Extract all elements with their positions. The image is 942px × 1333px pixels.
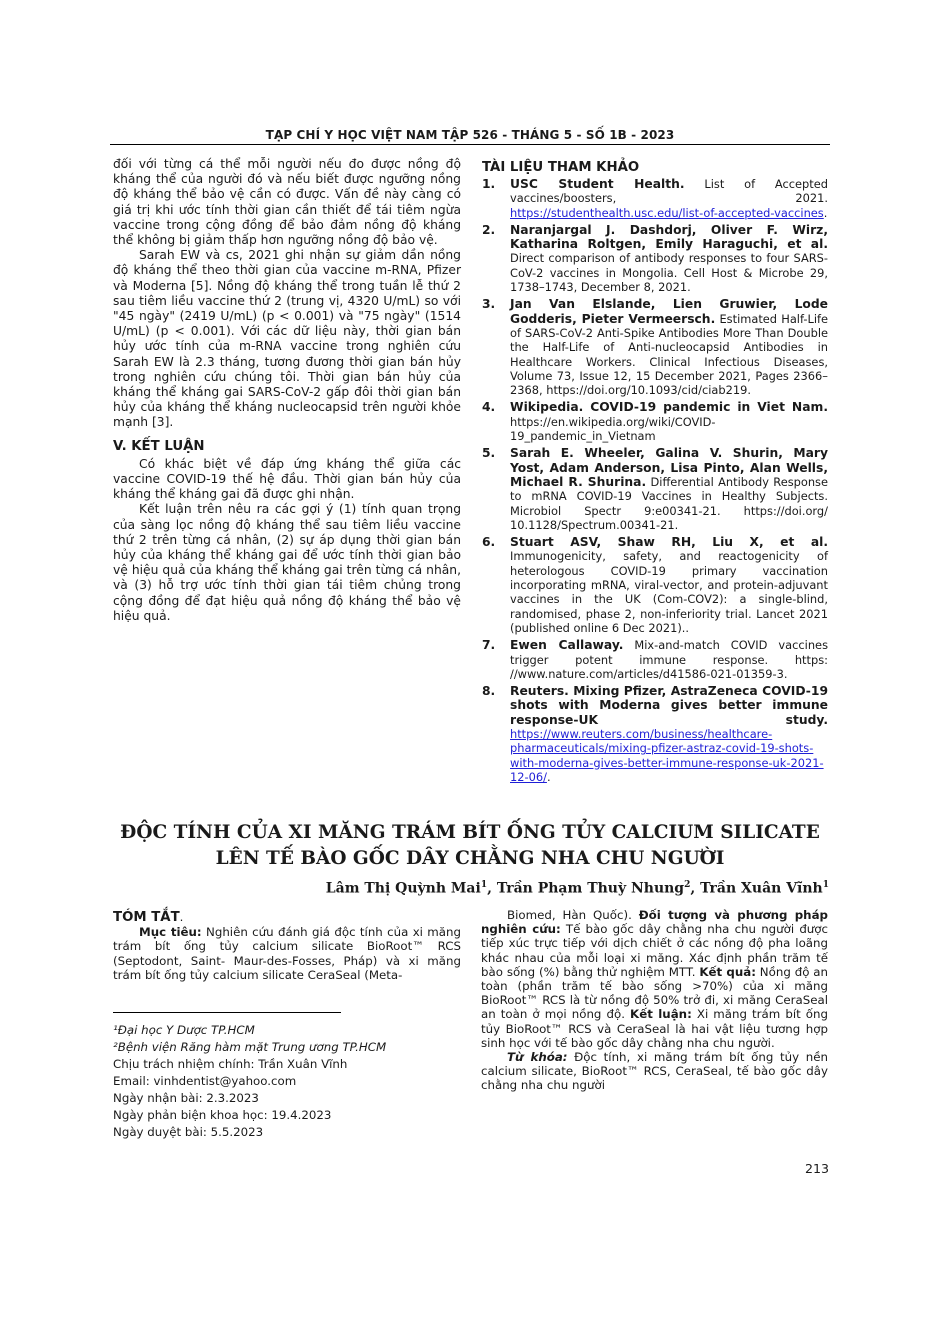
reference-authors: Wikipedia. COVID-19 pandemic in Viet Nam.	[510, 400, 828, 415]
objective-label: Mục tiêu:	[139, 925, 202, 940]
paragraph-2: Sarah EW và cs, 2021 ghi nhận sự giảm dần nồng độ kháng thể theo thời gian của vaccine m-RNA, Pfizer và Moderna [5]. Nồng độ kháng thể trong tuần lễ thứ 2 sau tiêm liều vaccine thứ 2 (trung vị, 4320 U/mL) so với "45 ngày" (2419 U/mL) (p < 0.001) và "75 ngày" (1514 U/mL) (p < 0.001). Với các dữ liệu này, thời gian bán hủy ước tính của m-RNA vaccine trong nghiên cứu Sarah EW là 2.3 tháng, tương đương thời gian bán hủy trong nghiên cứu chúng tôi. Thời gian bán hủy của kháng thể kháng gai SARS-CoV-2 gấp đôi thời gian bán hủy của kháng thể kháng nucleocapsid trên người khỏe mạnh [3].	[113, 248, 461, 430]
author-separator: ,	[690, 880, 701, 897]
journal-header: TẠP CHÍ Y HỌC VIỆT NAM TẬP 526 - THÁNG 5 - SỐ 1B - 2023	[265, 128, 675, 142]
reference-item	[482, 400, 828, 443]
left-column	[113, 157, 461, 624]
reference-text: Mix-and-match COVID vaccines trigger potent immune response. https: //www.nature.com/articles/d41586-021-01359-3.	[510, 638, 829, 681]
references-list	[482, 177, 828, 784]
objective-text: Nghiên cứu đánh giá độc tính của xi măng trám bít ống tủy calcium silicate BioRoot™ RCS (Septodont, Saint- Maur-des-Fosses, Pháp) và xi măng trám bít ống tủy calcium silicate CeraSeal (Meta-	[113, 925, 461, 982]
keywords-label: Từ khóa:	[507, 1050, 568, 1065]
reference-text: Differential Antibody Response to mRNA COVID-19 Vaccines in Healthy Subjects. Microbiol Spectr 9:e00341-21. https://doi.org/ 10.1128/Spectrum.00341-21.	[510, 474, 829, 532]
abstract-objective	[113, 925, 461, 982]
author-affiliation: 1	[822, 880, 829, 890]
date-reviewed: Ngày phản biện khoa học: 19.4.2023	[113, 1108, 332, 1122]
affiliation-2: ²Bệnh viện Răng hàm mặt Trung ương TP.HCM	[113, 1040, 387, 1054]
continuation-text: Biomed, Hàn Quốc).	[507, 908, 639, 922]
reference-end: .	[546, 769, 551, 784]
reference-number: 7.	[482, 638, 496, 653]
keywords-text: Độc tính, xi măng trám bít ống tủy nền calcium silicate, BioRoot™ RCS, CeraSeal, tế bào gốc dây chằng nha chu người	[481, 1050, 828, 1093]
reference-authors: Ewen Callaway.	[510, 638, 624, 653]
results-text: Nồng độ an toàn (phần trăm tế bào sống >70%) của xi măng BioRoot™ RCS là từ nồng độ 50% trở đi, xi măng CeraSeal an toàn ở mọi nồng độ.	[481, 964, 829, 1022]
methods-label: Đối tượng và phương pháp nghiên cứu:	[481, 908, 828, 937]
reference-end: .	[823, 205, 828, 220]
reference-item	[482, 535, 828, 635]
results-label: Kết quả:	[699, 964, 756, 979]
affiliation-1: ¹Đại học Y Dược TP.HCM	[113, 1023, 255, 1037]
references-title: TÀI LIỆU THAM KHẢO	[482, 160, 640, 175]
corresponding-author: Chịu trách nhiệm chính: Trần Xuân Vĩnh	[113, 1057, 348, 1071]
reference-text: https://en.wikipedia.org/wiki/COVID-19_pandemic_in_Vietnam	[510, 414, 716, 444]
author-name: Trần Phạm Thuỳ Nhung	[496, 880, 685, 897]
reference-authors: Naranjargal J. Dashdorj, Oliver F. Wirz, Katharina Roltgen, Emily Haraguchi, et al.	[510, 222, 828, 252]
references-section	[482, 160, 828, 787]
author-separator: ,	[487, 880, 497, 897]
footnotes	[113, 1022, 461, 1141]
abstract-left	[113, 910, 461, 982]
article-title-line-1: ĐỘC TÍNH CỦA XI MĂNG TRÁM BÍT ỐNG TỦY CALCIUM SILICATE	[120, 822, 820, 843]
author-name: Lâm Thị Quỳnh Mai	[325, 880, 481, 897]
reference-item	[482, 684, 828, 784]
reference-number: 2.	[482, 222, 496, 237]
reference-number: 3.	[482, 297, 496, 312]
paragraph-3: Có khác biệt về đáp ứng kháng thể giữa các vaccine COVID-19 thế hệ đầu. Thời gian bán hủy của kháng thể kháng gai đã được ghi nhận.	[113, 456, 461, 502]
reference-number: 5.	[482, 446, 496, 461]
methods-text: Tế bào gốc dây chằng nha chu người được tiếp xúc trực tiếp với dịch chiết ở các nồng độ pha loãng khác nhau của mỗi loại xi măng. Xác định phần trăm tế bào sống (%) bằng thử nghiệm MTT.	[481, 922, 828, 979]
paragraph-1: đối với từng cá thể mỗi người nếu đo được nồng độ kháng thể của người đó và nếu biết được ngưỡng nồng độ kháng thể bảo vệ cần có được. Vấn đề này càng có giá trị khi ước tính thời gian cần thiết để tái tiêm ngừa vaccine trong cộng đồng để bảo đảm nồng độ kháng thể không bị giảm thấp hơn ngưỡng nồng độ bảo vệ.	[113, 157, 461, 248]
reference-item	[482, 223, 828, 294]
conclusion-label: Kết luận:	[630, 1007, 692, 1022]
reference-number: 4.	[482, 400, 496, 415]
abstract-heading-text: TÓM TẮT	[113, 910, 180, 925]
reference-item	[482, 177, 828, 220]
reference-authors: Jan Van Elslande, Lien Gruwier, Lode Godderis, Pieter Vermeersch.	[510, 297, 828, 326]
abstract-methods	[481, 908, 828, 1050]
article-title-line-2: LÊN TẾ BÀO GỐC DÂY CHẰNG NHA CHU NGƯỜI	[215, 848, 725, 869]
footnote-rule	[113, 1012, 341, 1013]
reference-link[interactable]: https://studenthealth.usc.edu/list-of-accepted-vaccines	[510, 205, 824, 220]
reference-authors: Stuart ASV, Shaw RH, Liu X, et al.	[510, 535, 828, 550]
reference-text: Immunogenicity, safety, and reactogenicity of heterologous COVID-19 primary vaccination incorporating mRNA, viral-vector, and protein-adjuvant vaccines in the UK (Com-COV2): a single-blind, randomised, phase 2, non-inferiority trial. Lancet 2021 (published online 6 Dec 2021)..	[510, 549, 828, 635]
reference-text: List of Accepted vaccines/boosters, 2021.	[510, 177, 828, 206]
article-title	[110, 820, 830, 872]
reference-text: Estimated Half-Life of SARS-CoV-2 Anti-Spike Antibodies More Than Double the Half-Life of Anti-nucleocapsid Antibodies in Healthcare Workers. Clinical Infectious Diseases, Volume 73, Issue 12, 15 December 2021, Pages 2366–2368, https://doi.org/10.1093/cid/ciab219.	[510, 311, 828, 398]
header-rule	[110, 144, 830, 145]
reference-authors: USC Student Health.	[510, 177, 685, 191]
reference-number: 8.	[482, 684, 496, 699]
reference-text: Direct comparison of antibody responses to four SARS-CoV-2 vaccines in Mongolia. Cell Host & Microbe 29, 1738–1743, December 8, 2021.	[510, 251, 828, 295]
reference-number: 1.	[482, 177, 496, 191]
reference-number: 6.	[482, 535, 496, 550]
reference-authors: Sarah E. Wheeler, Galina V. Shurin, Mary Yost, Adam Anderson, Lisa Pinto, Alan Wells, Michael R. Shurina.	[510, 446, 828, 489]
author-name: Trần Xuân Vĩnh	[700, 880, 823, 897]
reference-item	[482, 446, 828, 532]
conclusion-text: Xi măng trám bít ống tủy BioRoot™ RCS và CeraSeal là hai vật liệu tương hợp sinh học với tế bào gốc dây chằng nha chu người.	[481, 1007, 828, 1050]
paragraph-4: Kết luận trên nêu ra các gợi ý (1) tính quan trọng của sàng lọc nồng độ kháng thể sau tiêm liều vaccine thứ 2 trên từng cá nhân, (2) sự áp dụng thời gian bán hủy của kháng thể kháng gai để ước tính thời gian bảo vệ hiệu quả của kháng thể kháng gai trên từng cá nhân, và (3) hỗ trợ ước tính thời gian tái tiêm chủng trong cộng đồng để đạt hiệu quả nồng độ kháng thể bảo vệ hiệu quả.	[113, 502, 461, 623]
page-number: 213	[804, 1161, 829, 1176]
author-affiliation: 1	[480, 880, 488, 890]
article-authors	[326, 880, 829, 897]
abstract-keywords	[481, 1050, 828, 1093]
author-affiliation: 2	[684, 880, 691, 890]
abstract-heading	[113, 910, 461, 925]
reference-item	[482, 638, 828, 681]
contact-email: Email: vinhdentist@yahoo.com	[113, 1074, 297, 1088]
date-received: Ngày nhận bài: 2.3.2023	[113, 1091, 259, 1105]
date-accepted: Ngày duyệt bài: 5.5.2023	[113, 1125, 264, 1139]
reference-authors: Reuters. Mixing Pfizer, AstraZeneca COVID-19 shots with Moderna gives better immune response-UK study.	[510, 684, 828, 727]
reference-link[interactable]: https://www.reuters.com/business/healthcare-pharmaceuticals/mixing-pfizer-astraz-covid-19-shots-with-moderna-gives-better-immune-response-uk-2021-12-06/	[510, 726, 824, 784]
abstract-heading-dot: .	[179, 910, 184, 924]
abstract-right	[481, 908, 828, 1093]
reference-item	[482, 297, 828, 397]
section-heading-conclusion: V. KẾT LUẬN	[113, 438, 205, 454]
